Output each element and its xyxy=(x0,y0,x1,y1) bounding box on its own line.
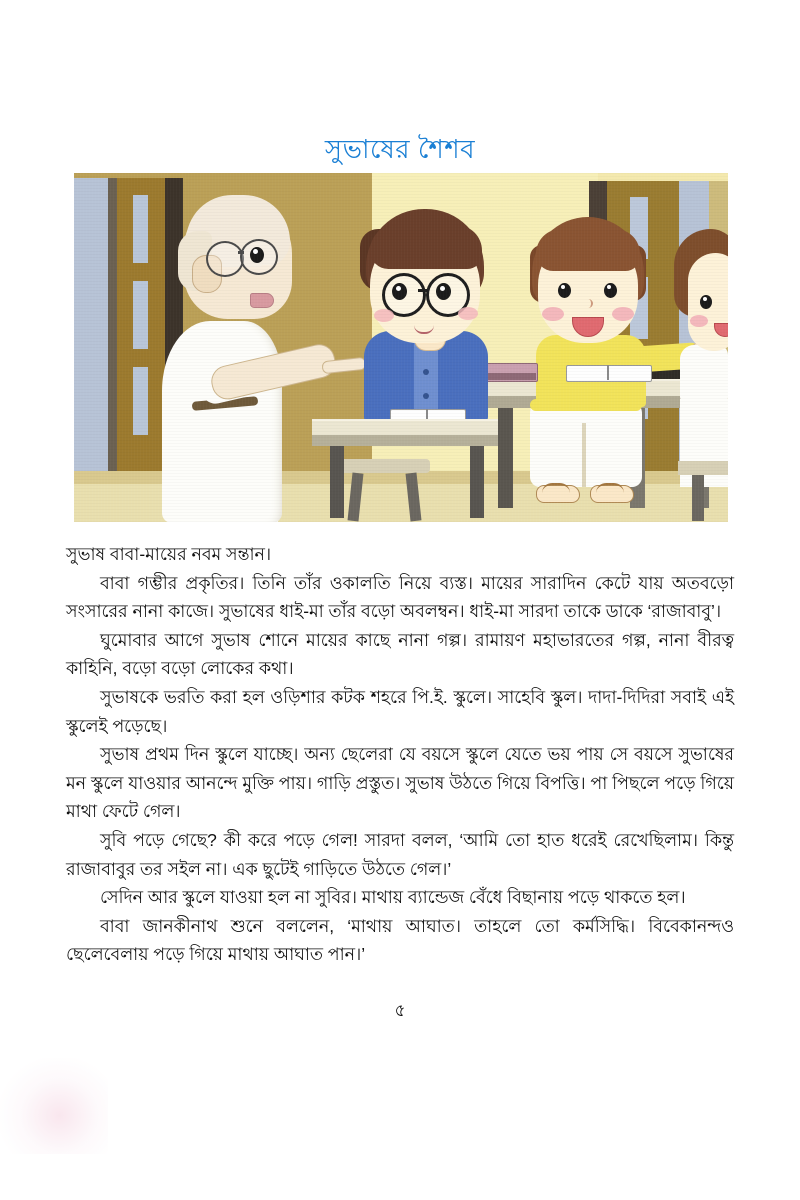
chapter-illustration xyxy=(74,173,728,522)
paragraph: সুভাষ প্রথম দিন স্কুলে যাচ্ছে। অন্য ছেলেরা যে বয়সে স্কুলে যেতে ভয় পায় সে বয়সে সুভাষের মন স্কুলে যাওয়ার আনন্দে মুক্তি পায়। গাড়ি প্রস্তুত। সুভাষ উঠতে গিয়ে বিপত্তি। পা পিছলে পড়ে গিয়ে মাথা ফেটে গেল। xyxy=(66,744,734,822)
boy-blue-eye-right xyxy=(436,283,451,300)
paragraph: সুবি পড়ে গেছে? কী করে পড়ে গেল! সারদা বলল, ‘আমি তো হাত ধরেই রেখেছিলাম। কিন্তু রাজাবাবুর তর সইল না। এক ছুটেই গাড়িতে উঠতে গেল।’ xyxy=(66,829,734,879)
open-book-back-desk xyxy=(566,365,652,382)
boy-yellow-cheek-left xyxy=(542,307,564,321)
desk-front-leg-right xyxy=(470,446,484,518)
open-book-back-spine xyxy=(607,365,609,380)
boy-yellow-nose xyxy=(582,299,593,308)
door-frame-left-dark xyxy=(108,178,117,478)
paragraph: ঘুমোবার আগে সুভাষ শোনে মায়ের কাছে নানা গল্প। রামায়ণ মহাভারতের গল্প, নানা বীরত্ব কাহিনি, বড়ো বড়ো লোকের কথা। xyxy=(66,629,734,679)
boy-blue-cheek-left xyxy=(374,309,394,322)
boy-yellow-dhoti-fold xyxy=(582,423,586,487)
scan-artifact xyxy=(0,1058,108,1154)
bench-right-leg xyxy=(692,475,704,521)
boy-yellow-cheek-right xyxy=(612,307,634,321)
desk-front-edge xyxy=(312,435,498,446)
teacher-glasses-bridge xyxy=(238,251,244,254)
paragraph: সুভাষকে ভরতি করা হল ওড়িশার কটক শহরে পি.ই. স্কুলে। সাহেবি স্কুল। দাদা-দিদিরা সবাই এই স্কুলেই পড়েছে। xyxy=(66,686,734,736)
page-title: সুভাষের শৈশব xyxy=(324,134,476,164)
boy-yellow-eye-left xyxy=(558,283,571,298)
body-text xyxy=(66,540,734,969)
paragraph: বাবা জানকীনাথ শুনে বললেন, ‘মাথায় আঘাত। তাহলে তো কর্মসিদ্ধি। বিবেকানন্দও ছেলেবেলায় পড়ে গিয়ে মাথায় আঘাত পান।’ xyxy=(66,915,734,965)
paragraph: বাবা গম্ভীর প্রকৃতির। তিনি তাঁর ওকালতি নিয়ে ব্যস্ত। মায়ের সারাদিন কেটে যায় অতবড়ো সংসারের নানা কাজে। সুভাষের ধাই-মা তাঁর বড়ো অবলম্বন। ধাই-মা সারদা তাকে ডাকে ‘রাজাবাবু’। xyxy=(66,572,734,622)
boy-blue-button-2 xyxy=(423,393,429,399)
door-panel-left-1 xyxy=(133,195,148,263)
teacher-mouth xyxy=(250,293,274,308)
stool-seat xyxy=(338,459,430,473)
boy-blue-cheek-right xyxy=(458,307,478,320)
desk-back-leg-1 xyxy=(498,408,513,508)
boy-blue-glasses-bridge xyxy=(418,289,428,292)
window-glass-left xyxy=(74,178,108,478)
teacher-eye xyxy=(250,247,264,263)
boy-yellow-eye-right xyxy=(604,283,617,298)
paragraph: সেদিন আর স্কুলে যাওয়া হল না সুবির। মাথায় ব্যান্ডেজ বেঁধে বিছানায় পড়ে থাকতে হল। xyxy=(100,887,686,908)
boy-blue-button-1 xyxy=(423,369,429,375)
page-number: ৫ xyxy=(394,1001,406,1020)
boy-blue-fringe xyxy=(370,225,482,269)
boy-yellow-sandal-left xyxy=(542,483,570,494)
paragraph: সুভাষ বাবা-মায়ের নবম সন্তান। xyxy=(66,544,272,564)
desk-front-leg-left xyxy=(330,446,344,518)
boy-yellow-dhoti xyxy=(530,401,642,487)
boy-yellow-fringe xyxy=(536,229,640,271)
boy-right-cheek xyxy=(690,315,708,327)
teacher-glasses-left-lens xyxy=(206,241,244,277)
boy-right-eye xyxy=(700,295,712,309)
bench-right-seat xyxy=(678,461,728,475)
boy-right-shirt xyxy=(680,345,728,401)
teacher-body xyxy=(162,321,282,522)
boy-yellow-sandal-right xyxy=(596,483,624,494)
boy-blue-eye-left xyxy=(392,283,407,300)
door-panel-left-3 xyxy=(133,367,148,435)
door-panel-left-2 xyxy=(133,281,148,349)
